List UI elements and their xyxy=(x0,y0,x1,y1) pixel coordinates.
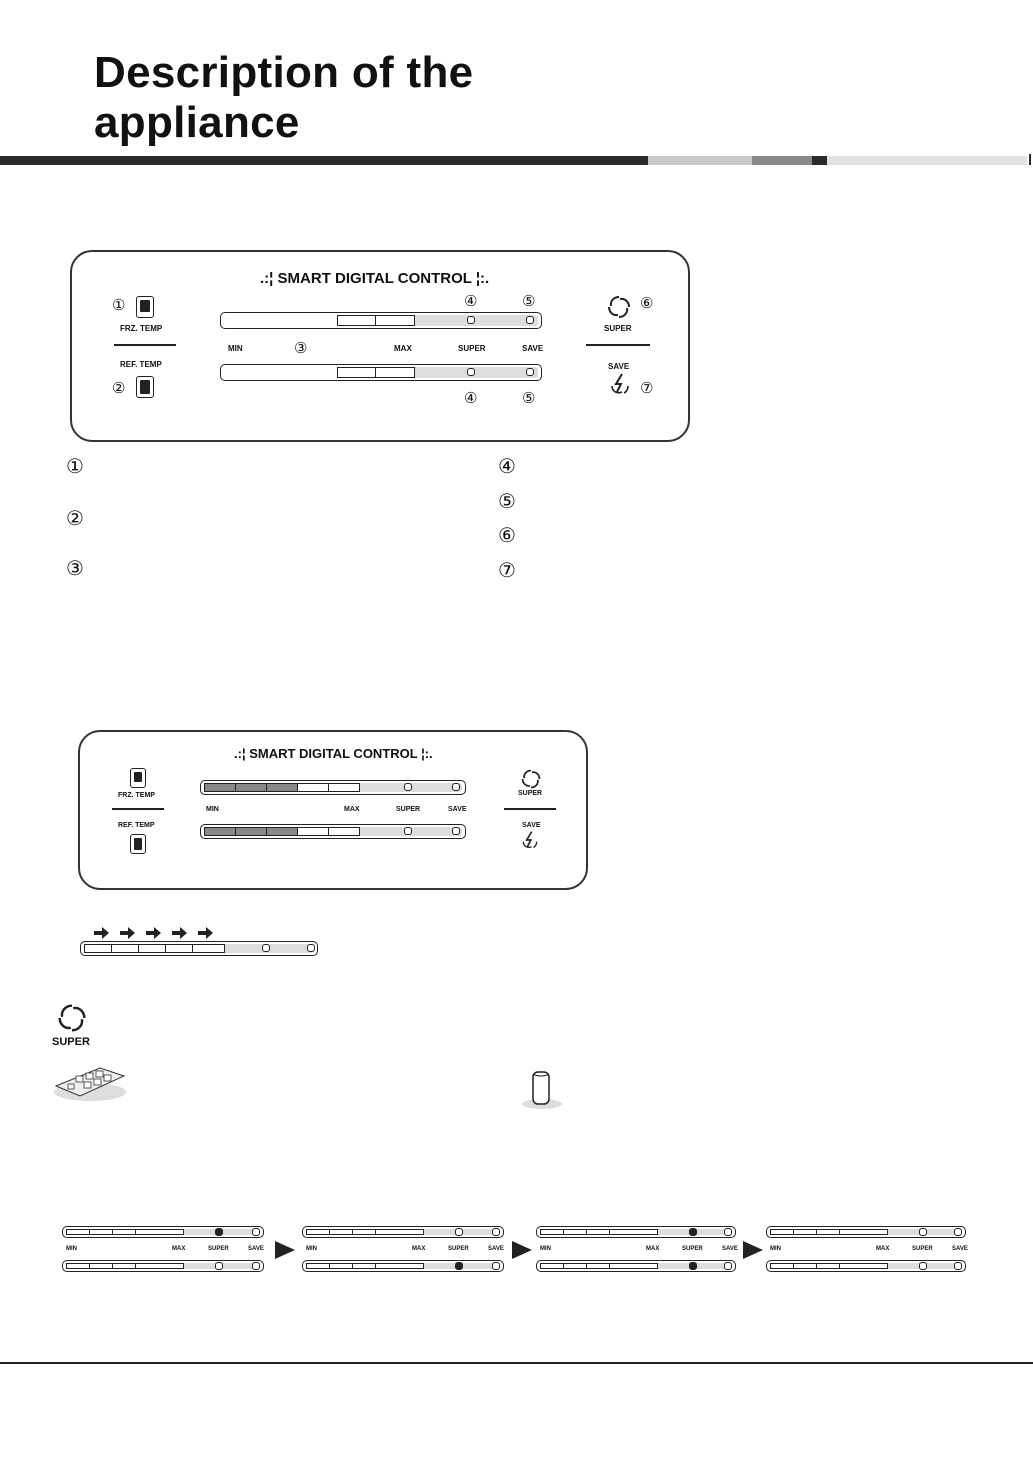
panel-divider-right xyxy=(586,344,650,346)
save-icon[interactable] xyxy=(608,372,632,396)
seq1-min: MIN xyxy=(66,1246,77,1252)
title-line-2: appliance xyxy=(94,98,300,147)
temp-bar-sequence xyxy=(80,941,318,956)
min-label-2: MIN xyxy=(206,806,219,813)
sequence-step-3 xyxy=(536,1224,740,1276)
legend-item-3: ③ xyxy=(66,558,84,580)
panel-divider-left xyxy=(114,344,176,346)
sequence-step-2 xyxy=(302,1224,506,1276)
sequence-arrow-1 xyxy=(275,1241,295,1259)
super-icon[interactable] xyxy=(606,294,632,320)
callout-5-top: ⑤ xyxy=(522,293,536,310)
super-button-label-2: SUPER xyxy=(518,790,543,797)
panel-title: .:¦ SMART DIGITAL CONTROL ¦:. xyxy=(260,270,490,287)
sequence-arrow-3 xyxy=(743,1241,763,1259)
ref-temp-label-2: REF. TEMP xyxy=(118,822,155,829)
legend-item-6: ⑥ xyxy=(498,525,516,547)
save-icon-2[interactable] xyxy=(520,830,540,850)
callout-2: ② xyxy=(112,380,126,397)
frz-temp-button-2[interactable] xyxy=(130,768,146,788)
callout-5-bottom: ⑤ xyxy=(522,390,536,407)
save-button-label: SAVE xyxy=(608,362,630,371)
seq1-save: SAVE xyxy=(248,1246,264,1252)
seq1-super: SUPER xyxy=(208,1246,229,1252)
ice-tray-icon xyxy=(50,1062,130,1104)
panel2-divider-right xyxy=(504,808,556,810)
ref-temp-button[interactable] xyxy=(136,376,154,398)
seq2-max: MAX xyxy=(412,1246,426,1252)
header-rule xyxy=(0,156,1033,165)
fridge-temp-bar-2 xyxy=(200,824,466,839)
callout-1: ① xyxy=(112,297,126,314)
frz-temp-button[interactable] xyxy=(136,296,154,318)
super-label: SUPER xyxy=(458,344,486,353)
step-arrows xyxy=(92,926,222,940)
title-line-1: Description of the xyxy=(94,48,474,97)
super-section-icon xyxy=(56,1002,88,1034)
sequence-step-1 xyxy=(62,1224,266,1276)
seq2-min: MIN xyxy=(306,1246,317,1252)
super-button-label: SUPER xyxy=(604,324,632,333)
drink-can-icon xyxy=(520,1068,564,1112)
callout-6: ⑥ xyxy=(640,295,654,312)
sequence-arrow-2 xyxy=(512,1241,532,1259)
max-label-2: MAX xyxy=(344,806,360,813)
seq4-save: SAVE xyxy=(952,1246,968,1252)
freezer-temp-bar-2 xyxy=(200,780,466,795)
seq3-save: SAVE xyxy=(722,1246,738,1252)
save-button-label-2: SAVE xyxy=(522,822,541,829)
super-section-label: SUPER xyxy=(52,1036,90,1048)
seq2-super: SUPER xyxy=(448,1246,469,1252)
max-label: MAX xyxy=(394,344,412,353)
panel2-title: .:¦ SMART DIGITAL CONTROL ¦:. xyxy=(234,746,433,761)
frz-temp-label-2: FRZ. TEMP xyxy=(118,792,155,799)
legend-item-4: ④ xyxy=(498,456,516,478)
fridge-temp-bar xyxy=(220,364,542,381)
seq1-max: MAX xyxy=(172,1246,186,1252)
callout-4-top: ④ xyxy=(464,293,478,310)
legend-item-2: ② xyxy=(66,508,84,530)
frz-temp-label: FRZ. TEMP xyxy=(120,324,163,333)
freezer-temp-bar xyxy=(220,312,542,329)
super-label-2: SUPER xyxy=(396,806,421,813)
save-label-2: SAVE xyxy=(448,806,467,813)
control-panel-example xyxy=(78,730,588,890)
seq4-max: MAX xyxy=(876,1246,890,1252)
save-label: SAVE xyxy=(522,344,544,353)
page-title xyxy=(94,48,473,148)
ref-temp-button-2[interactable] xyxy=(130,834,146,854)
seq2-save: SAVE xyxy=(488,1246,504,1252)
legend-item-1: ① xyxy=(66,456,84,478)
super-sequence xyxy=(62,1224,972,1276)
seq4-min: MIN xyxy=(770,1246,781,1252)
callout-3: ③ xyxy=(294,340,308,357)
legend-item-5: ⑤ xyxy=(498,491,516,513)
seq3-min: MIN xyxy=(540,1246,551,1252)
footer-rule xyxy=(0,1362,1033,1364)
super-icon-2[interactable] xyxy=(520,768,542,790)
legend-item-7: ⑦ xyxy=(498,560,516,582)
control-panel-diagram xyxy=(70,250,690,442)
callout-4-bottom: ④ xyxy=(464,390,478,407)
seq3-super: SUPER xyxy=(682,1246,703,1252)
ref-temp-label: REF. TEMP xyxy=(120,360,162,369)
min-label: MIN xyxy=(228,344,243,353)
sequence-step-4 xyxy=(766,1224,970,1276)
callout-7: ⑦ xyxy=(640,380,654,397)
seq3-max: MAX xyxy=(646,1246,660,1252)
panel2-divider-left xyxy=(112,808,164,810)
seq4-super: SUPER xyxy=(912,1246,933,1252)
